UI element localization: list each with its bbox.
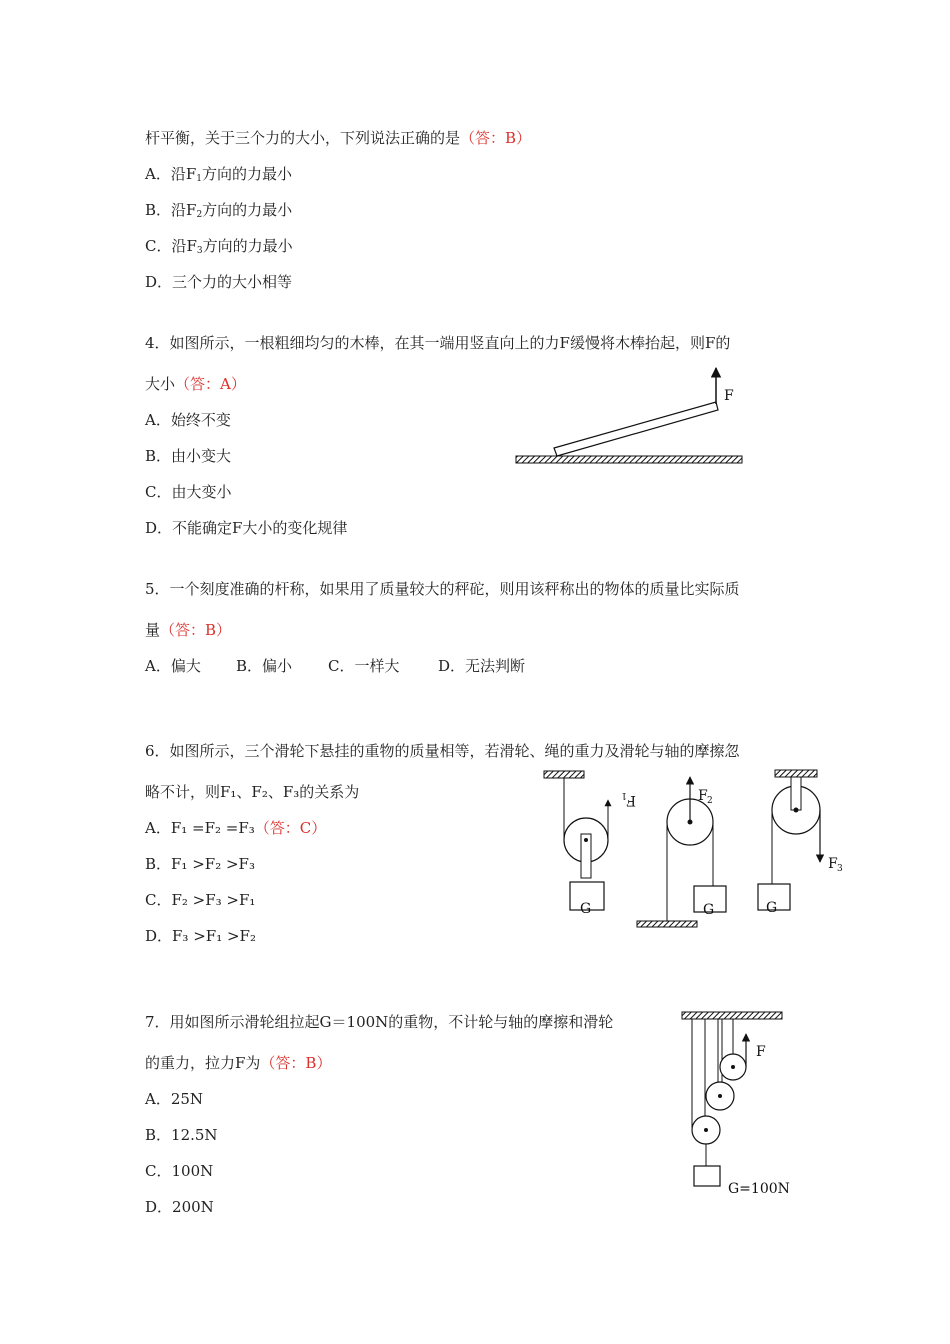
f3-label: F bbox=[828, 856, 838, 872]
q7-weight-label: G=100N bbox=[728, 1181, 790, 1197]
ceiling-hatch bbox=[682, 1012, 782, 1019]
floor-hatch bbox=[637, 921, 697, 927]
weight-block bbox=[694, 1166, 720, 1186]
q5-stem-2: 量（答：B） bbox=[145, 621, 232, 639]
pulley-axle bbox=[731, 1065, 735, 1069]
q7-option-b: B．12.5N bbox=[145, 1126, 218, 1144]
f1-label: F bbox=[626, 792, 636, 808]
q6-stem: 6．如图所示，三个滑轮下悬挂的重物的质量相等，若滑轮、绳的重力及滑轮与轴的摩擦忽 bbox=[145, 742, 740, 760]
f3-subscript: 3 bbox=[837, 864, 843, 874]
q4-stem: 4．如图所示，一根粗细均匀的木棒，在其一端用竖直向上的力F缓慢将木棒抬起，则F的 bbox=[145, 334, 731, 352]
q3-stem: 杆平衡，关于三个力的大小，下列说法正确的是（答：B） bbox=[145, 129, 532, 147]
f2-subscript: 2 bbox=[707, 796, 713, 806]
pulley-axle bbox=[584, 838, 588, 842]
q7-stem: 7．用如图所示滑轮组拉起G＝100N的重物，不计轮与轴的摩擦和滑轮 bbox=[145, 1013, 614, 1031]
q5-stem: 5．一个刻度准确的杆称，如果用了质量较大的秤砣，则用该秤称出的物体的质量比实际质 bbox=[145, 580, 740, 598]
q7-stem-2: 的重力，拉力F为（答：B） bbox=[145, 1054, 332, 1072]
q6-option-b: B．F₁ >F₂ >F₃ bbox=[145, 855, 255, 873]
q7-answer: （答：B） bbox=[260, 1054, 332, 1072]
q6-option-a: A．F₁ =F₂ =F₃（答：C） bbox=[145, 819, 327, 837]
q3-option-a: A．沿$F_1$方向的力最小 bbox=[145, 165, 292, 184]
q5-option-a: A．偏大 bbox=[145, 657, 201, 675]
q4-option-c: C．由大变小 bbox=[145, 483, 232, 501]
q4-answer: （答：A） bbox=[175, 375, 246, 393]
weight-label: G bbox=[703, 902, 715, 918]
f1-subscript: 1 bbox=[621, 790, 627, 800]
q3-option-c: C．沿$F_3$方向的力最小 bbox=[145, 237, 293, 256]
q7-force-label: F bbox=[756, 1044, 766, 1060]
q4-option-d: D．不能确定F大小的变化规律 bbox=[145, 519, 348, 537]
pulley-axle bbox=[718, 1094, 722, 1098]
weight-label: G bbox=[766, 900, 778, 916]
q4-stem-2: 大小（答：A） bbox=[145, 375, 246, 393]
q5-option-c: C．一样大 bbox=[328, 657, 400, 675]
ceiling-hatch bbox=[544, 771, 584, 778]
q3-answer: （答：B） bbox=[460, 129, 532, 147]
q7-option-d: D．200N bbox=[145, 1198, 214, 1216]
q4-option-a: A．始终不变 bbox=[145, 411, 231, 429]
q6-figure-2 bbox=[637, 777, 726, 927]
pulley-axle bbox=[704, 1128, 708, 1132]
q5-option-d: D．无法判断 bbox=[438, 657, 526, 675]
q7-figure bbox=[682, 1012, 790, 1197]
q5-answer: （答：B） bbox=[160, 621, 232, 639]
q6-option-c: C．F₂ >F₃ >F₁ bbox=[145, 891, 256, 909]
q6-figure-3 bbox=[758, 770, 843, 916]
q6-stem-2: 略不计，则F₁、F₂、F₃的关系为 bbox=[145, 783, 360, 801]
q6-option-d: D．F₃ >F₁ >F₂ bbox=[145, 927, 256, 945]
pulley-axle bbox=[794, 808, 799, 813]
q4-option-b: B．由小变大 bbox=[145, 447, 232, 465]
wooden-rod bbox=[554, 402, 718, 456]
q3-option-b: B．沿$F_2$方向的力最小 bbox=[145, 201, 293, 220]
ceiling-hatch bbox=[775, 770, 817, 777]
q4-force-label: F bbox=[724, 388, 734, 404]
f2-label: F bbox=[698, 788, 708, 804]
q3-option-d: D．三个力的大小相等 bbox=[145, 273, 293, 291]
q4-figure bbox=[516, 368, 742, 463]
q6-figure-1 bbox=[544, 771, 636, 917]
q7-option-a: A．25N bbox=[145, 1090, 204, 1108]
q6-answer: （答：C） bbox=[254, 819, 327, 837]
q7-option-c: C．100N bbox=[145, 1162, 214, 1180]
pulley-axle-frame bbox=[791, 777, 801, 810]
weight-label: G bbox=[580, 901, 592, 917]
ground-hatch bbox=[516, 456, 742, 463]
q5-option-b: B．偏小 bbox=[236, 657, 293, 675]
